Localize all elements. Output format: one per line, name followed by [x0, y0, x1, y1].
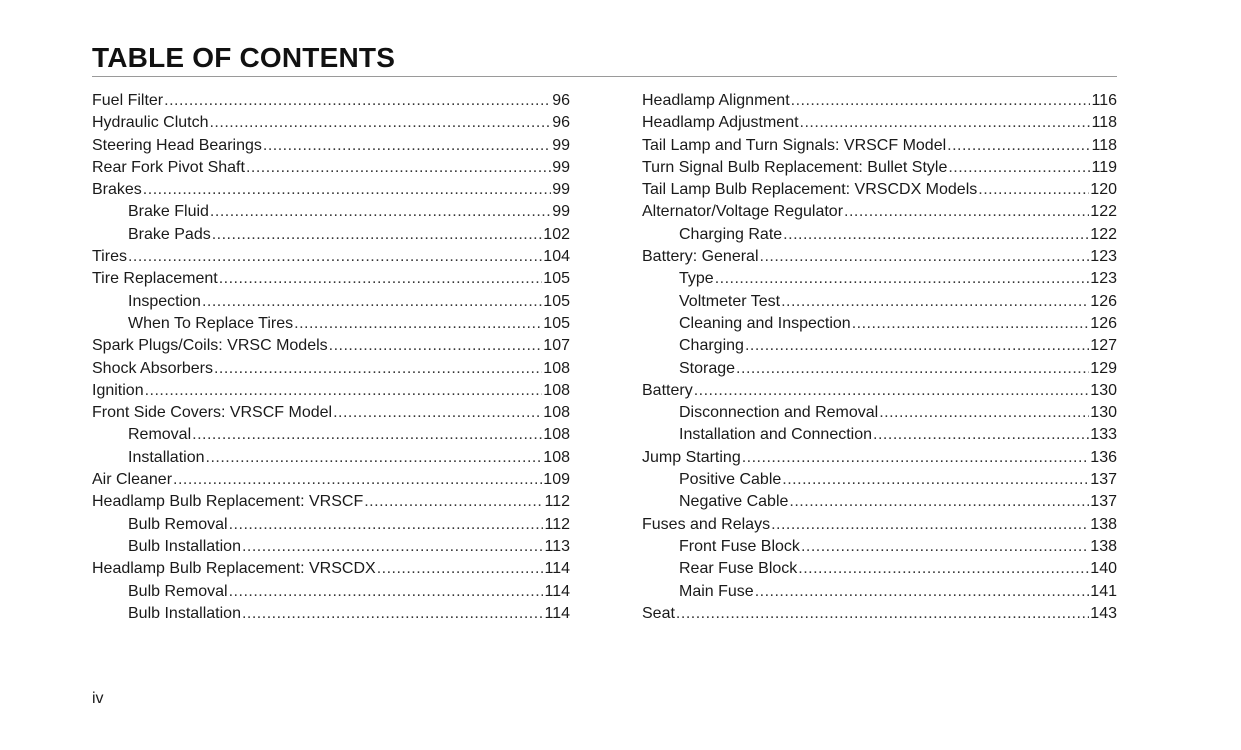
- dot-leader: [229, 581, 544, 603]
- toc-entry-page: 137: [1090, 493, 1117, 511]
- dot-leader: [745, 335, 1089, 357]
- toc-entry-label: Removal: [128, 426, 192, 444]
- dot-leader: [771, 514, 1089, 536]
- toc-entry[interactable]: [642, 358, 1117, 380]
- toc-entry[interactable]: [92, 581, 570, 603]
- dot-leader: [173, 469, 542, 491]
- toc-entry-label: Rear Fork Pivot Shaft: [92, 158, 245, 176]
- dot-leader: [219, 268, 543, 290]
- toc-entry[interactable]: [92, 268, 570, 290]
- toc-entry-label: Brakes: [92, 181, 142, 199]
- dot-leader: [676, 603, 1089, 625]
- dot-leader: [202, 291, 542, 313]
- toc-entry[interactable]: [92, 246, 570, 268]
- toc-entry-label: Front Fuse Block: [679, 537, 800, 555]
- toc-entry-page: 105: [543, 270, 570, 288]
- toc-entry-label: Storage: [679, 359, 736, 377]
- dot-leader: [128, 246, 542, 268]
- toc-entry[interactable]: [92, 291, 570, 313]
- toc-entry-label: Main Fuse: [679, 582, 754, 600]
- dot-leader: [377, 558, 544, 580]
- toc-entry-page: 108: [543, 426, 570, 444]
- toc-entry-label: Hydraulic Clutch: [92, 114, 209, 132]
- toc-entry[interactable]: [92, 469, 570, 491]
- dot-leader: [214, 358, 542, 380]
- toc-entry[interactable]: [92, 201, 570, 223]
- toc-entry[interactable]: [642, 291, 1117, 313]
- dot-leader: [801, 536, 1089, 558]
- toc-entry[interactable]: [92, 491, 570, 513]
- toc-entry-page: 123: [1090, 270, 1117, 288]
- toc-entry-label: Jump Starting: [642, 448, 741, 466]
- toc-entry-page: 138: [1090, 515, 1117, 533]
- dot-leader: [978, 179, 1089, 201]
- toc-entry-page: 112: [544, 515, 570, 533]
- dot-leader: [364, 491, 543, 513]
- toc-entry-page: 96: [552, 92, 570, 109]
- toc-entry[interactable]: [92, 224, 570, 246]
- toc-entry-page: 130: [1090, 404, 1117, 422]
- toc-entry-page: 129: [1090, 359, 1117, 377]
- dot-leader: [242, 536, 544, 558]
- dot-leader: [781, 291, 1089, 313]
- toc-entry-page: 114: [544, 604, 570, 622]
- toc-entry-label: Charging: [679, 337, 744, 355]
- dot-leader: [783, 224, 1089, 246]
- toc-entry-page: 99: [552, 181, 570, 199]
- toc-entry[interactable]: [642, 447, 1117, 469]
- toc-entry-page: 105: [543, 314, 570, 332]
- toc-entry[interactable]: [642, 491, 1117, 513]
- toc-entry-page: 102: [543, 225, 570, 243]
- toc-entry[interactable]: [642, 558, 1117, 580]
- toc-entry-page: 114: [544, 560, 570, 578]
- dot-leader: [742, 447, 1090, 469]
- toc-entry[interactable]: [642, 246, 1117, 268]
- toc-entry[interactable]: [642, 224, 1117, 246]
- toc-entry[interactable]: [92, 335, 570, 357]
- dot-leader: [873, 424, 1089, 446]
- toc-entry[interactable]: [92, 447, 570, 469]
- toc-entry-label: Fuses and Relays: [642, 515, 771, 533]
- toc-entry[interactable]: [642, 157, 1117, 179]
- dot-leader: [852, 313, 1090, 335]
- toc-entry[interactable]: [642, 179, 1117, 201]
- toc-entry-page: 122: [1090, 225, 1117, 243]
- dot-leader: [263, 135, 551, 157]
- toc-entry-page: 127: [1090, 337, 1117, 355]
- toc-entry-label: Tail Lamp Bulb Replacement: VRSCDX Models: [642, 181, 978, 199]
- dot-leader: [329, 335, 543, 357]
- toc-entry[interactable]: [92, 179, 570, 201]
- toc-entry[interactable]: [642, 201, 1117, 223]
- toc-right-column: [642, 90, 1117, 625]
- dot-leader: [192, 424, 542, 446]
- dot-leader: [206, 447, 543, 469]
- toc-entry-label: Brake Pads: [128, 225, 211, 243]
- dot-leader: [143, 179, 551, 201]
- dot-leader: [844, 201, 1089, 223]
- toc-entry-page: 108: [543, 404, 570, 422]
- toc-entry-page: 113: [544, 537, 570, 555]
- toc-entry-page: 99: [552, 203, 570, 221]
- dot-leader: [229, 514, 544, 536]
- toc-entry-label: Voltmeter Test: [679, 292, 781, 310]
- page-number: iv: [92, 690, 104, 707]
- toc-entry-label: Headlamp Bulb Replacement: VRSCDX: [92, 560, 376, 578]
- toc-entry-page: 104: [543, 248, 570, 266]
- dot-leader: [246, 157, 551, 179]
- toc-entry-label: Inspection: [128, 292, 201, 310]
- dot-leader: [694, 380, 1090, 402]
- toc-entry-page: 137: [1090, 471, 1117, 489]
- toc-entry-label: Turn Signal Bulb Replacement: Bullet Style: [642, 158, 948, 176]
- toc-entry[interactable]: [92, 135, 570, 157]
- toc-entry-label: Front Side Covers: VRSCF Model: [92, 404, 333, 422]
- toc-entry-page: 108: [543, 381, 570, 399]
- toc-entry-page: 108: [543, 359, 570, 377]
- toc-entry[interactable]: [642, 380, 1117, 402]
- dot-leader: [210, 201, 551, 223]
- toc-entry-label: Ignition: [92, 381, 144, 399]
- toc-entry-label: When To Replace Tires: [128, 314, 294, 332]
- dot-leader: [948, 157, 1090, 179]
- toc-entry-label: Headlamp Adjustment: [642, 114, 799, 132]
- toc-entry-label: Air Cleaner: [92, 471, 173, 489]
- toc-entry-page: 126: [1090, 314, 1117, 332]
- toc-entry-label: Negative Cable: [679, 493, 789, 511]
- toc-entry[interactable]: [642, 90, 1117, 112]
- toc-entry-page: 99: [552, 158, 570, 176]
- toc-entry-page: 126: [1090, 292, 1117, 310]
- toc-entry-label: Positive Cable: [679, 471, 782, 489]
- dot-leader: [947, 135, 1090, 157]
- toc-entry-label: Alternator/Voltage Regulator: [642, 203, 844, 221]
- toc-entry-label: Battery: General: [642, 248, 759, 266]
- toc-entry-label: Battery: [642, 381, 693, 399]
- dot-leader: [800, 112, 1091, 134]
- dot-leader: [209, 112, 551, 134]
- dot-leader: [212, 224, 543, 246]
- toc-entry[interactable]: [92, 536, 570, 558]
- toc-entry-page: 118: [1091, 114, 1117, 132]
- toc-entry-label: Bulb Installation: [128, 537, 241, 555]
- toc-entry[interactable]: [92, 90, 570, 112]
- toc-entry-label: Disconnection and Removal: [679, 404, 879, 422]
- toc-entry-label: Headlamp Alignment: [642, 92, 790, 109]
- toc-entry-page: 99: [552, 136, 570, 154]
- toc-entry[interactable]: [642, 313, 1117, 335]
- dot-leader: [294, 313, 542, 335]
- toc-entry[interactable]: [92, 358, 570, 380]
- toc-left-column: [92, 90, 570, 625]
- toc-entry-page: 133: [1090, 426, 1117, 444]
- toc-entry-label: Tires: [92, 248, 127, 266]
- toc-entry-label: Bulb Installation: [128, 604, 241, 622]
- toc-entry[interactable]: [642, 135, 1117, 157]
- dot-leader: [789, 491, 1089, 513]
- toc-entry[interactable]: [642, 536, 1117, 558]
- toc-entry-label: Rear Fuse Block: [679, 560, 798, 578]
- toc-entry[interactable]: [92, 514, 570, 536]
- toc-entry[interactable]: [642, 402, 1117, 424]
- dot-leader: [782, 469, 1089, 491]
- toc-entry-label: Spark Plugs/Coils: VRSC Models: [92, 337, 328, 355]
- toc-entry-page: 105: [543, 292, 570, 310]
- toc-entry-label: Headlamp Bulb Replacement: VRSCF: [92, 493, 364, 511]
- toc-entry-page: 107: [543, 337, 570, 355]
- toc-entry-page: 136: [1090, 448, 1117, 466]
- toc-entry-page: 122: [1090, 203, 1117, 221]
- dot-leader: [715, 268, 1090, 290]
- toc-entry[interactable]: [92, 402, 570, 424]
- dot-leader: [798, 558, 1089, 580]
- toc-entry-page: 143: [1090, 604, 1117, 622]
- page-title: TABLE OF CONTENTS: [92, 42, 396, 73]
- toc-entry-label: Cleaning and Inspection: [679, 314, 851, 332]
- toc-entry[interactable]: [92, 380, 570, 402]
- toc-entry-label: Tire Replacement: [92, 270, 218, 288]
- dot-leader: [145, 380, 543, 402]
- toc-entry[interactable]: [92, 313, 570, 335]
- dot-leader: [164, 90, 551, 112]
- toc-entry[interactable]: [642, 335, 1117, 357]
- toc-entry-label: Steering Head Bearings: [92, 136, 262, 154]
- toc-entry-page: 138: [1090, 537, 1117, 555]
- toc-entry[interactable]: [92, 603, 570, 625]
- toc-entry[interactable]: [642, 581, 1117, 603]
- toc-entry-label: Seat: [642, 604, 675, 622]
- toc-entry[interactable]: [642, 424, 1117, 446]
- toc-entry-page: 120: [1090, 181, 1117, 199]
- dot-leader: [736, 358, 1089, 380]
- toc-entry-page: 112: [544, 493, 570, 511]
- toc-entry-page: 114: [544, 582, 570, 600]
- dot-leader: [879, 402, 1089, 424]
- toc-entry-page: 119: [1091, 158, 1117, 176]
- toc-entry-label: Installation: [128, 448, 205, 466]
- toc-entry-label: Bulb Removal: [128, 515, 228, 533]
- toc-entry[interactable]: [642, 469, 1117, 491]
- toc-entry[interactable]: [642, 514, 1117, 536]
- toc-entry-page: 118: [1091, 136, 1117, 154]
- dot-leader: [791, 90, 1091, 112]
- toc-entry-label: Fuel Filter: [92, 92, 164, 109]
- toc-entry[interactable]: [92, 112, 570, 134]
- toc-entry[interactable]: [642, 268, 1117, 290]
- toc-entry-page: 116: [1091, 92, 1117, 109]
- toc-entry-label: Bulb Removal: [128, 582, 228, 600]
- dot-leader: [333, 402, 542, 424]
- toc-entry-page: 109: [543, 471, 570, 489]
- toc-entry-label: Tail Lamp and Turn Signals: VRSCF Model: [642, 136, 947, 154]
- toc-entry-page: 96: [552, 114, 570, 132]
- toc-entry[interactable]: [642, 112, 1117, 134]
- toc-entry[interactable]: [92, 157, 570, 179]
- dot-leader: [242, 603, 544, 625]
- toc-entry[interactable]: [642, 603, 1117, 625]
- toc-entry-label: Shock Absorbers: [92, 359, 213, 377]
- title-divider: [92, 76, 1117, 77]
- toc-entry-label: Brake Fluid: [128, 203, 209, 221]
- toc-entry-label: Installation and Connection: [679, 426, 873, 444]
- toc-entry-page: 108: [543, 448, 570, 466]
- toc-entry-page: 130: [1090, 381, 1117, 399]
- toc-entry-label: Charging Rate: [679, 225, 783, 243]
- toc-entry-page: 123: [1090, 248, 1117, 266]
- toc-entry-page: 141: [1090, 582, 1117, 600]
- dot-leader: [755, 581, 1090, 603]
- dot-leader: [760, 246, 1090, 268]
- toc-entry-label: Type: [679, 270, 714, 288]
- toc-entry[interactable]: [92, 558, 570, 580]
- toc-entry[interactable]: [92, 424, 570, 446]
- toc-entry-page: 140: [1090, 560, 1117, 578]
